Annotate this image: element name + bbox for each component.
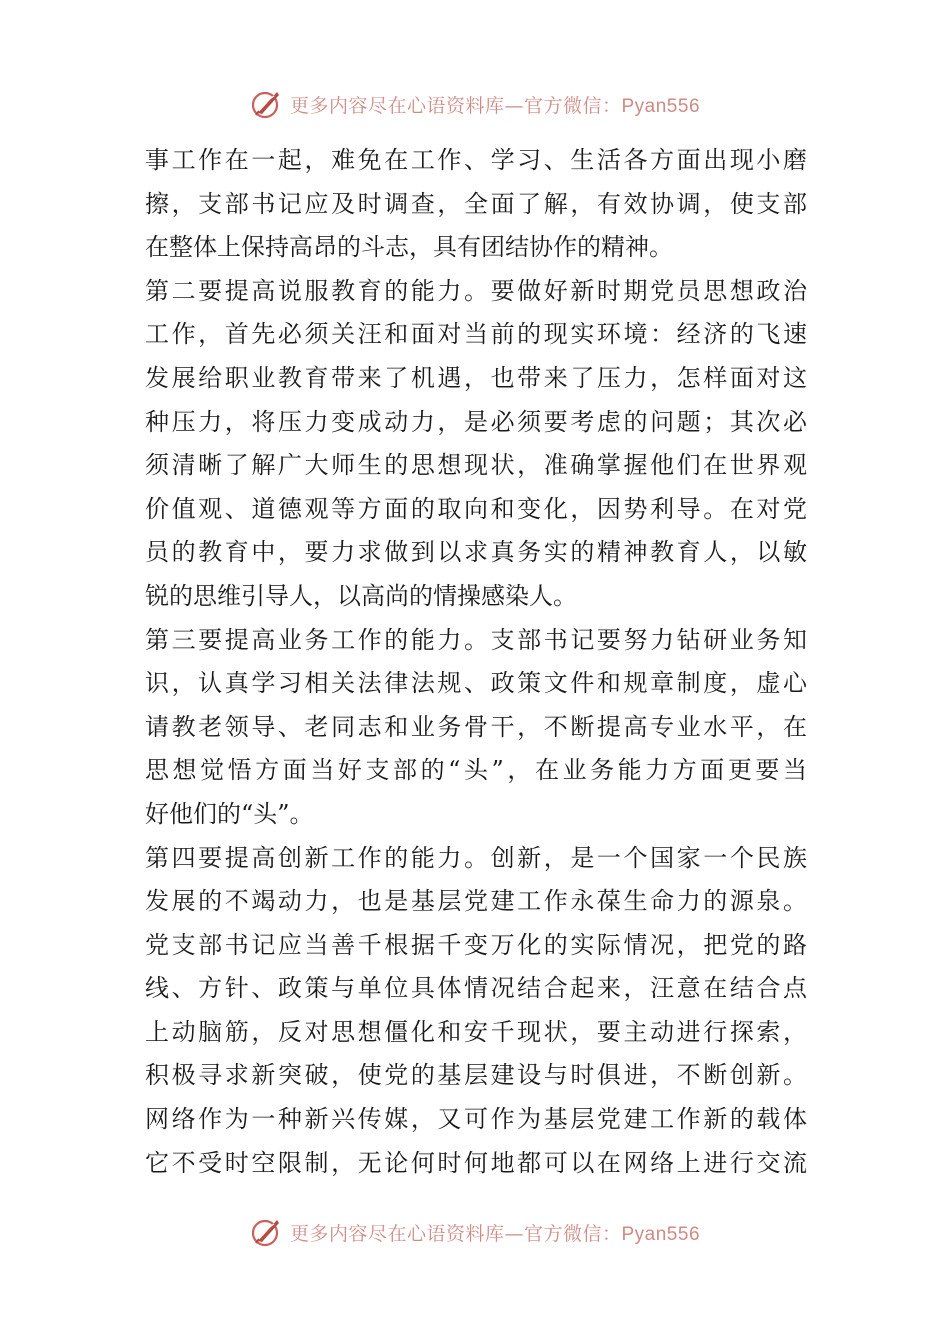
text-line: 第四要提高创新工作的能力。创新，是一个国家一个民族 <box>145 843 807 872</box>
text-line: 工作，首先必须关汪和面对当前的现实环境：经济的飞速 <box>145 320 807 349</box>
text-line: 上动脑筋，反对思想僵化和安千现状，要主动进行探索， <box>145 1017 807 1046</box>
text-line: 擦，支部书记应及时调查，全面了解，有效协调，使支部 <box>145 189 807 218</box>
text-line: 在整体上保持高昂的斗志，具有团结协作的精神。 <box>145 233 673 262</box>
watermark-footer <box>0 1210 950 1254</box>
quill-logo-icon <box>250 1215 284 1249</box>
text-line: 积极寻求新突破，使党的基层建设与时俱进，不断创新。 <box>145 1061 807 1090</box>
text-line: 请教老领导、老同志和业务骨干，不断提高专业水平，在 <box>145 712 807 741</box>
text-line: 思想觉悟方面当好支部的“头”，在业务能力方面更要当 <box>145 756 807 785</box>
text-line: 好他们的“头”。 <box>145 799 314 828</box>
text-line: 价值观、道德观等方面的取向和变化，因势利导。在对党 <box>145 494 807 523</box>
document-body <box>145 139 807 1185</box>
watermark-header <box>0 82 950 126</box>
watermark-text: 更多内容尽在心语资料库—官方微信：Pyan556 <box>289 94 701 117</box>
text-line: 识，认真学习相关法律法规、政策文件和规章制度，虚心 <box>145 669 807 698</box>
text-line: 种压力，将压力变成动力，是必须要考虑的问题；其次必 <box>145 407 807 436</box>
text-line: 锐的思维引导人，以高尚的情操感染人。 <box>145 581 577 610</box>
text-line: 线、方针、政策与单位具体情况结合起来，汪意在结合点 <box>145 974 807 1003</box>
text-line: 网络作为一种新兴传媒，又可作为基层党建工作新的载体 <box>145 1105 807 1134</box>
text-line: 发展的不竭动力，也是基层党建工作永葆生命力的源泉。 <box>145 887 807 916</box>
text-line: 第二要提高说服教育的能力。要做好新时期党员思想政治 <box>145 276 807 305</box>
text-line: 发展给职业教育带来了机遇，也带来了压力，怎样面对这 <box>145 363 807 392</box>
text-line: 它不受时空限制，无论何时何地都可以在网络上进行交流 <box>145 1148 807 1177</box>
quill-logo-icon <box>250 87 284 121</box>
text-line: 事工作在一起，难免在工作、学习、生活各方面出现小磨 <box>145 146 807 174</box>
text-line: 须清晰了解广大师生的思想现状，准确掌握他们在世界观 <box>145 451 807 480</box>
text-line: 第三要提高业务工作的能力。支部书记要努力钻研业务知 <box>145 625 807 654</box>
watermark-text: 更多内容尽在心语资料库—官方微信：Pyan556 <box>289 1222 701 1245</box>
text-line: 党支部书记应当善千根据千变万化的实际情况，把党的路 <box>145 930 807 959</box>
text-line: 员的教育中，要力求做到以求真务实的精神教育人，以敏 <box>145 538 807 567</box>
